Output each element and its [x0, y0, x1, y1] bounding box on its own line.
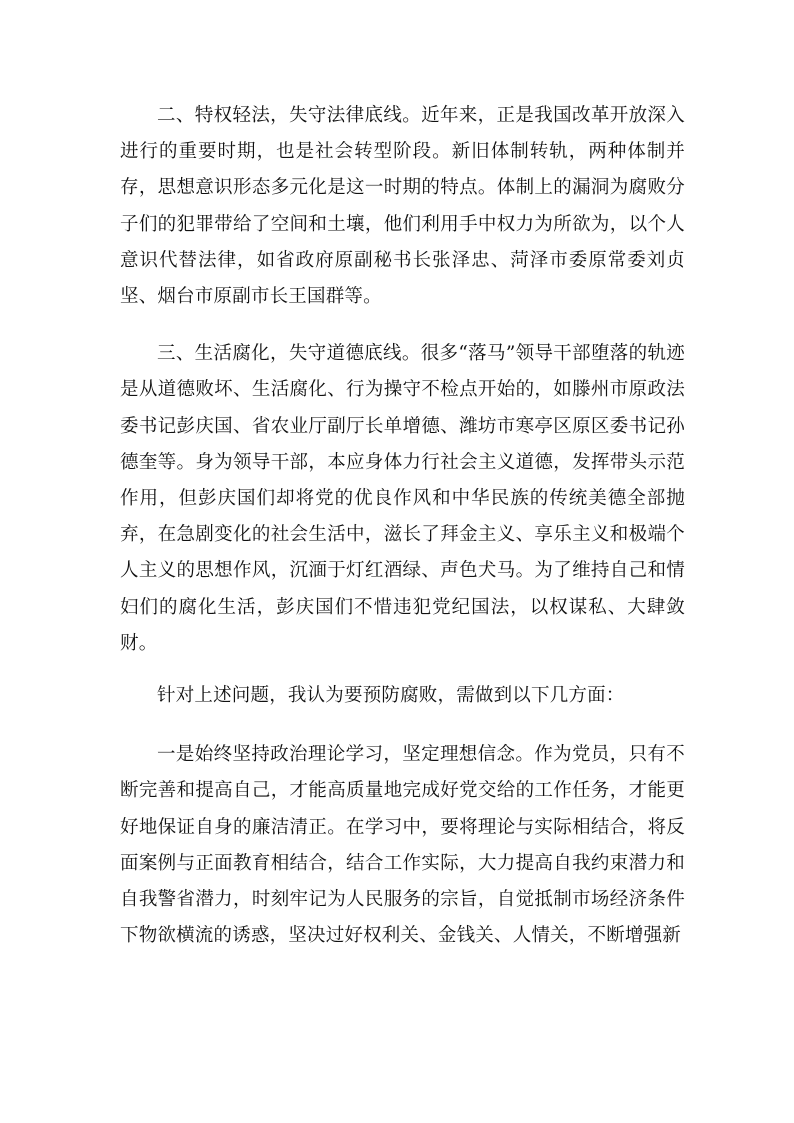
- paragraph-prevention-intro: 针对上述问题，我认为要预防腐败，需做到以下几方面：: [157, 685, 625, 707]
- paragraph-study-theory: 一是始终坚持政治理论学习，坚定理想信念。作为党员，只有不断完善和提高自己，才能高质量地完成好党交给的工作任务，才能更好地保证自身的廉洁清正。在学习中，要将理论与实际相结合，将反面案例与正面教育相结合，结合工作实际，大力提高自我约束潜力和自我警省潜力，时刻牢记为人民服务的宗旨，自觉抵制市场经济条件下物欲横流的诱惑，坚决过好权利关、金钱关、人情关，不断增强新: [120, 744, 685, 947]
- paragraph-moral-corruption: 三、生活腐化，失守道德底线。很多“落马”领导干部堕落的轨迹是从道德败坏、生活腐化、行为操守不检点开始的，如滕州市原政法委书记彭庆国、省农业厅副厅长单增德、潍坊市寒亭区原区委书记孙德奎等。身为领导干部，本应身体力行社会主义道德，发挥带头示范作用，但彭庆国们却将党的优良作风和中华民族的传统美德全部抛弃，在急剧变化的社会生活中，滋长了拜金主义、享乐主义和极端个人主义的思想作风，沉湎于灯红酒绿、声色犬马。为了维持自己和情妇们的腐化生活，彭庆国们不惜违犯党纪国法，以权谋私、大肆敛财。: [120, 343, 685, 654]
- document-page: [120, 98, 685, 954]
- paragraph-privilege-law: 二、特权轻法，失守法律底线。近年来，正是我国改革开放深入进行的重要时期，也是社会转型阶段。新旧体制转轨，两种体制并存，思想意识形态多元化是这一时期的特点。体制上的漏洞为腐败分子们的犯罪带给了空间和土壤，他们利用手中权力为所欲为，以个人意识代替法律，如省政府原副秘书长张泽忠、菏泽市委原常委刘贞坚、烟台市原副市长王国群等。: [120, 105, 685, 308]
